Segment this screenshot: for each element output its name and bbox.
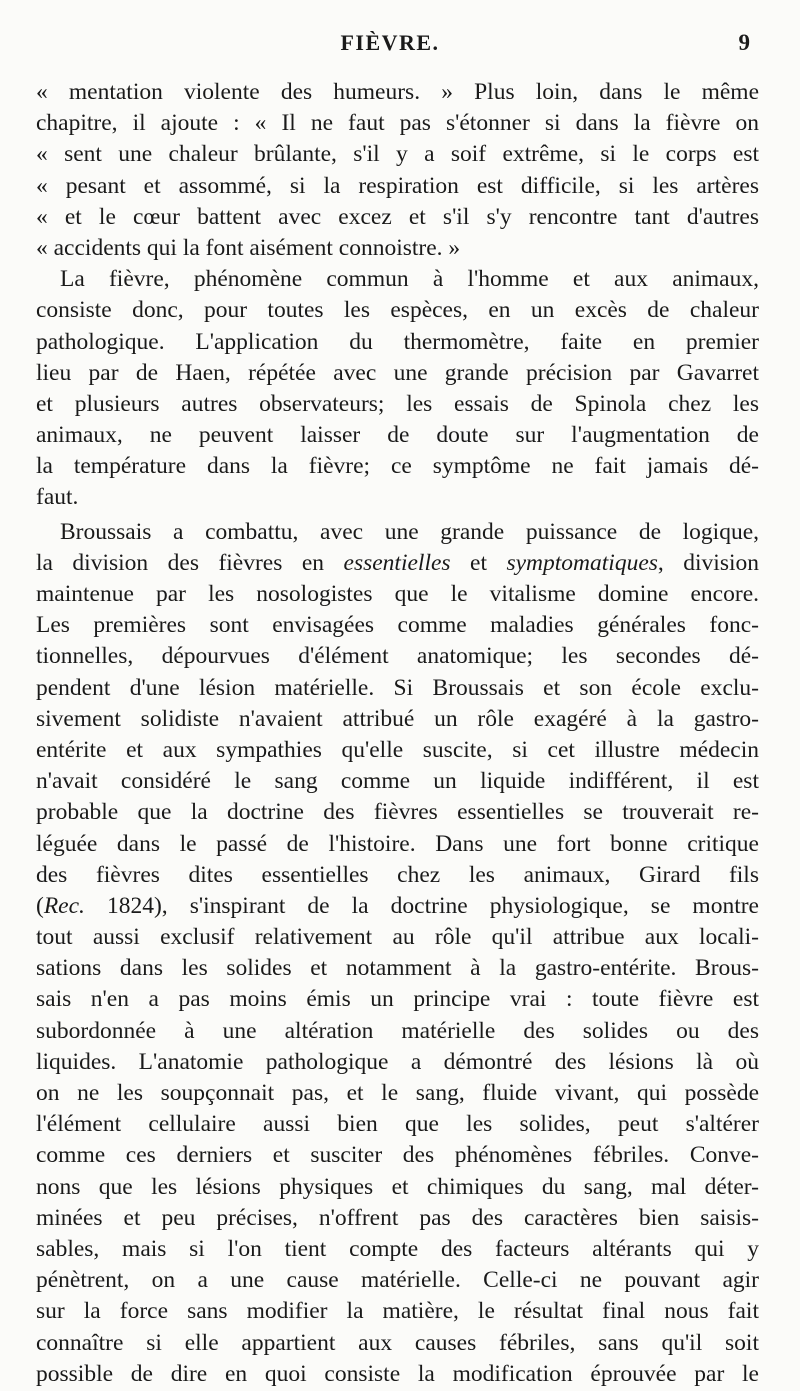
text-line: consiste donc, pour toutes les espèces, en un excès de chaleur xyxy=(36,297,759,324)
text-line: on ne les soupçonnait pas, et le sang, fluide vivant, qui possède xyxy=(36,1080,759,1106)
text-line: sations dans les solides et notamment à la gastro-entérite. Brous- xyxy=(36,955,759,982)
text-line: l'élément cellulaire aussi bien que les solides, peut s'altérer xyxy=(36,1111,759,1138)
running-title: FIÈVRE. xyxy=(340,30,440,55)
text-line: (Rec. 1824), s'inspirant de la doctrine physiologique, se montre xyxy=(36,892,759,919)
text-line: sivement solidiste n'avaient attribué un rôle exagéré à la gastro- xyxy=(36,705,759,732)
text-line: possible de dire en quoi consiste la modification éprouvée par le xyxy=(36,1360,759,1387)
text-line: La fièvre, phénomène commun à l'homme et aux animaux, xyxy=(60,266,759,293)
text-line: lieu par de Haen, répétée avec une grande précision par Gavarret xyxy=(36,359,759,386)
text-line: pathologique. L'application du thermomètre, faite en premier xyxy=(36,328,759,355)
text-line: la température dans la fièvre; ce symptôme ne fait jamais dé- xyxy=(36,453,759,480)
running-head xyxy=(0,30,800,64)
text-line: la division des fièvres en essentielles et symptomatiques, division xyxy=(36,549,760,576)
text-line: entérite et aux sympathies qu'elle suscite, si cet illustre médecin xyxy=(36,736,759,763)
text-line: tionnelles, dépourvues d'élément anatomique; les secondes dé- xyxy=(36,643,759,670)
text-line: « sent une chaleur brûlante, s'il y a soif extrême, si le corps est xyxy=(36,141,759,168)
body-text xyxy=(36,77,759,1390)
text-line: faut. xyxy=(36,484,79,511)
text-line: liquides. L'anatomie pathologique a démontré des lésions là où xyxy=(36,1048,759,1075)
text-line: subordonnée à une altération matérielle des solides ou des xyxy=(36,1017,759,1044)
paragraph xyxy=(36,264,759,514)
text-line: connaître si elle appartient aux causes fébriles, sans qu'il soit xyxy=(36,1329,759,1356)
text-line: animaux, ne peuvent laisser de doute sur l'augmentation de xyxy=(36,422,759,449)
text-line: probable que la doctrine des fièvres essentielles se trouverait re- xyxy=(36,799,759,826)
text-line: tout aussi exclusif relativement au rôle qu'il attribue aux locali- xyxy=(36,924,759,951)
text-line: « et le cœur battent avec excez et s'il s'y rencontre tant d'autres xyxy=(36,203,759,230)
text-line: des fièvres dites essentielles chez les animaux, Girard fils xyxy=(36,861,759,888)
text-line: léguée dans le passé de l'histoire. Dans une fort bonne critique xyxy=(36,830,759,857)
text-line: sais n'en a pas moins émis un principe vrai : toute fièvre est xyxy=(36,986,759,1013)
paragraph xyxy=(36,517,759,1390)
text-line: chapitre, il ajoute : « Il ne faut pas s'étonner si dans la fièvre on xyxy=(36,110,759,137)
text-line: minées et peu précises, n'offrent pas des caractères bien saisis- xyxy=(36,1204,759,1231)
text-line: « mentation violente des humeurs. » Plus loin, dans le même xyxy=(36,79,759,105)
text-line: maintenue par les nosologistes que le vitalisme domine encore. xyxy=(36,581,759,607)
text-line: « pesant et assommé, si la respiration est difficile, si les artères xyxy=(36,172,759,199)
text-line: pendent d'une lésion matérielle. Si Broussais et son école exclu- xyxy=(36,674,759,701)
text-line: Broussais a combattu, avec une grande puissance de logique, xyxy=(60,518,759,545)
text-line: et plusieurs autres observateurs; les essais de Spinola chez les xyxy=(36,390,759,417)
text-line: Les premières sont envisagées comme maladies générales fonc- xyxy=(36,612,759,639)
text-line: sur la force sans modifier la matière, le résultat final nous fait xyxy=(36,1298,759,1325)
text-line: comme ces derniers et susciter des phénomènes fébriles. Conve- xyxy=(36,1142,759,1169)
text-line: n'avait considéré le sang comme un liquide indifférent, il est xyxy=(36,768,759,795)
text-line: « accidents qui la font aisément connoistre. » xyxy=(36,234,461,261)
page-number: 9 xyxy=(738,30,750,55)
text-line: nons que les lésions physiques et chimiques du sang, mal déter- xyxy=(36,1173,759,1200)
text-line: sables, mais si l'on tient compte des facteurs altérants qui y xyxy=(36,1235,759,1262)
text-line: pénètrent, on a une cause matérielle. Celle-ci ne pouvant agir xyxy=(36,1267,759,1294)
paragraph xyxy=(36,77,759,264)
